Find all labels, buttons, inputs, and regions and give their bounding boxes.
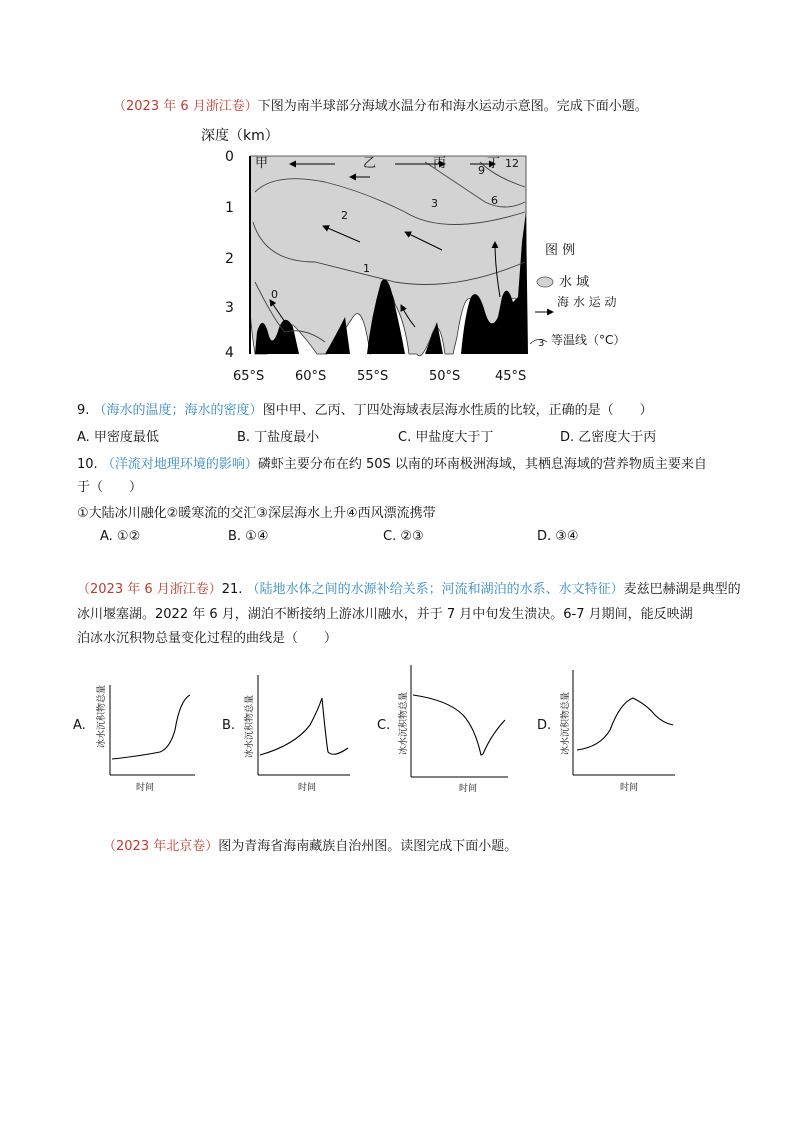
intro-line-2	[103, 835, 517, 854]
isotherm-label: 12	[505, 157, 519, 170]
q9-option-c[interactable]: C. 甲盐度大于丁	[398, 430, 494, 445]
question-10-cont: 于（ ）	[77, 480, 143, 495]
question-21-line2: 冰川堰塞湖。2022 年 6 月，湖泊不断接纳上游冰川融水，并于 7 月中旬发生溃决。6-7 月期间，能反映湖	[77, 607, 693, 622]
graph-xlabel: 时间	[620, 783, 639, 793]
graph-d-letter[interactable]: D.	[537, 718, 552, 733]
topic-tag: （陆地水体之间的水源补给关系；河流和湖泊的水系、水文特征）	[246, 582, 624, 597]
legend-water-swatch	[537, 277, 553, 287]
legend-water-label: 水 域	[559, 275, 590, 290]
depth-tick: 3	[225, 300, 234, 316]
isotherm-label: 2	[341, 209, 348, 222]
question-10	[77, 453, 707, 472]
lat-tick: 50°S	[429, 369, 461, 384]
question-text: 麦兹巴赫湖是典型的	[623, 582, 741, 597]
question-text: 图中甲、乙丙、丁四处海域表层海水性质的比较，正确的是（ ）	[262, 403, 653, 418]
graph-curve	[413, 695, 505, 755]
q10-option-b[interactable]: B. ①④	[228, 529, 269, 544]
label-yi: 乙	[363, 156, 377, 171]
question-21-line3: 泊冰水沉积物总量变化过程的曲线是（ ）	[77, 631, 338, 646]
intro-text: 下图为南半球部分海域水温分布和海水运动示意图。完成下面小题。	[257, 99, 648, 114]
latitude-ticks	[233, 369, 526, 384]
topic-tag: （海水的温度；海水的密度）	[93, 403, 263, 418]
question-21	[77, 578, 741, 597]
graph-curve	[260, 698, 348, 755]
q10-option-c[interactable]: C. ②③	[383, 529, 424, 544]
depth-tick: 2	[225, 251, 234, 267]
graph-c[interactable]	[393, 660, 513, 795]
intro-text: 图为青海省海南藏族自治州图。读图完成下面小题。	[218, 839, 518, 854]
graph-a-letter[interactable]: A.	[73, 718, 86, 733]
graph-ylabel: 冰水沉积物总量	[97, 684, 107, 748]
depth-tick: 1	[225, 200, 234, 216]
source-tag: （2023 年 6 月浙江卷）	[113, 99, 258, 114]
graph-xlabel: 时间	[136, 783, 155, 793]
graph-d[interactable]	[555, 665, 680, 795]
depth-ticks	[225, 149, 234, 361]
source-tag: （2023 年北京卷）	[103, 839, 219, 854]
q10-option-d[interactable]: D. ③④	[537, 529, 579, 544]
graph-b[interactable]	[240, 670, 355, 795]
graph-b-letter[interactable]: B.	[222, 718, 236, 733]
legend-isotherm-label: 等温线（°C）	[551, 333, 625, 347]
depth-tick: 4	[225, 345, 234, 361]
depth-axis-label: 深度（km）	[201, 128, 279, 144]
intro-line-1	[113, 95, 648, 114]
question-number: 9.	[77, 403, 90, 418]
question-text: 磷虾主要分布在约 50S 以南的环南极洲海域，其栖息海域的营养物质主要来自	[257, 457, 707, 472]
q10-option-a[interactable]: A. ①②	[100, 529, 141, 544]
lat-tick: 60°S	[295, 369, 327, 384]
isotherm-label: 0	[271, 288, 278, 301]
graph-c-letter[interactable]: C.	[377, 718, 391, 733]
question-10-items: ①大陆冰川融化②暖寒流的交汇③深层海水上升④西风漂流携带	[77, 506, 436, 521]
lat-tick: 45°S	[495, 369, 527, 384]
q9-option-b[interactable]: B. 丁盐度最小	[237, 430, 320, 445]
q9-option-d[interactable]: D. 乙密度大于丙	[560, 430, 657, 445]
ocean-temperature-diagram	[195, 122, 625, 392]
topic-tag: （洋流对地理环境的影响）	[101, 457, 258, 472]
legend	[530, 243, 625, 349]
legend-isotherm-value: 3	[538, 338, 545, 349]
graph-ylabel: 冰水沉积物总量	[399, 691, 409, 755]
isotherm-label: 9	[478, 164, 485, 177]
depth-tick: 0	[225, 149, 234, 165]
isotherm-label: 3	[431, 197, 438, 210]
graph-ylabel: 冰水沉积物总量	[561, 691, 571, 755]
graph-xlabel: 时间	[298, 783, 317, 793]
q9-option-a[interactable]: A. 甲密度最低	[77, 430, 159, 445]
graph-curve	[577, 698, 673, 750]
question-9	[77, 399, 653, 418]
lat-tick: 55°S	[357, 369, 389, 384]
question-number: 10.	[77, 457, 98, 472]
label-ding: 丁	[487, 156, 501, 171]
isotherm-label: 6	[491, 194, 498, 207]
label-bing: 丙	[433, 156, 447, 171]
graph-a[interactable]	[90, 680, 200, 795]
label-jia: 甲	[255, 156, 269, 171]
source-tag: （2023 年 6 月浙江卷）	[77, 582, 222, 597]
graph-curve	[112, 695, 190, 759]
question-number: 21.	[221, 582, 243, 597]
legend-movement-label: 海 水 运 动	[557, 295, 617, 309]
graph-xlabel: 时间	[459, 784, 478, 794]
legend-title: 图 例	[545, 243, 576, 258]
isotherm-label: 1	[363, 262, 370, 275]
lat-tick: 65°S	[233, 369, 265, 384]
graph-ylabel: 冰水沉积物总量	[245, 694, 255, 758]
